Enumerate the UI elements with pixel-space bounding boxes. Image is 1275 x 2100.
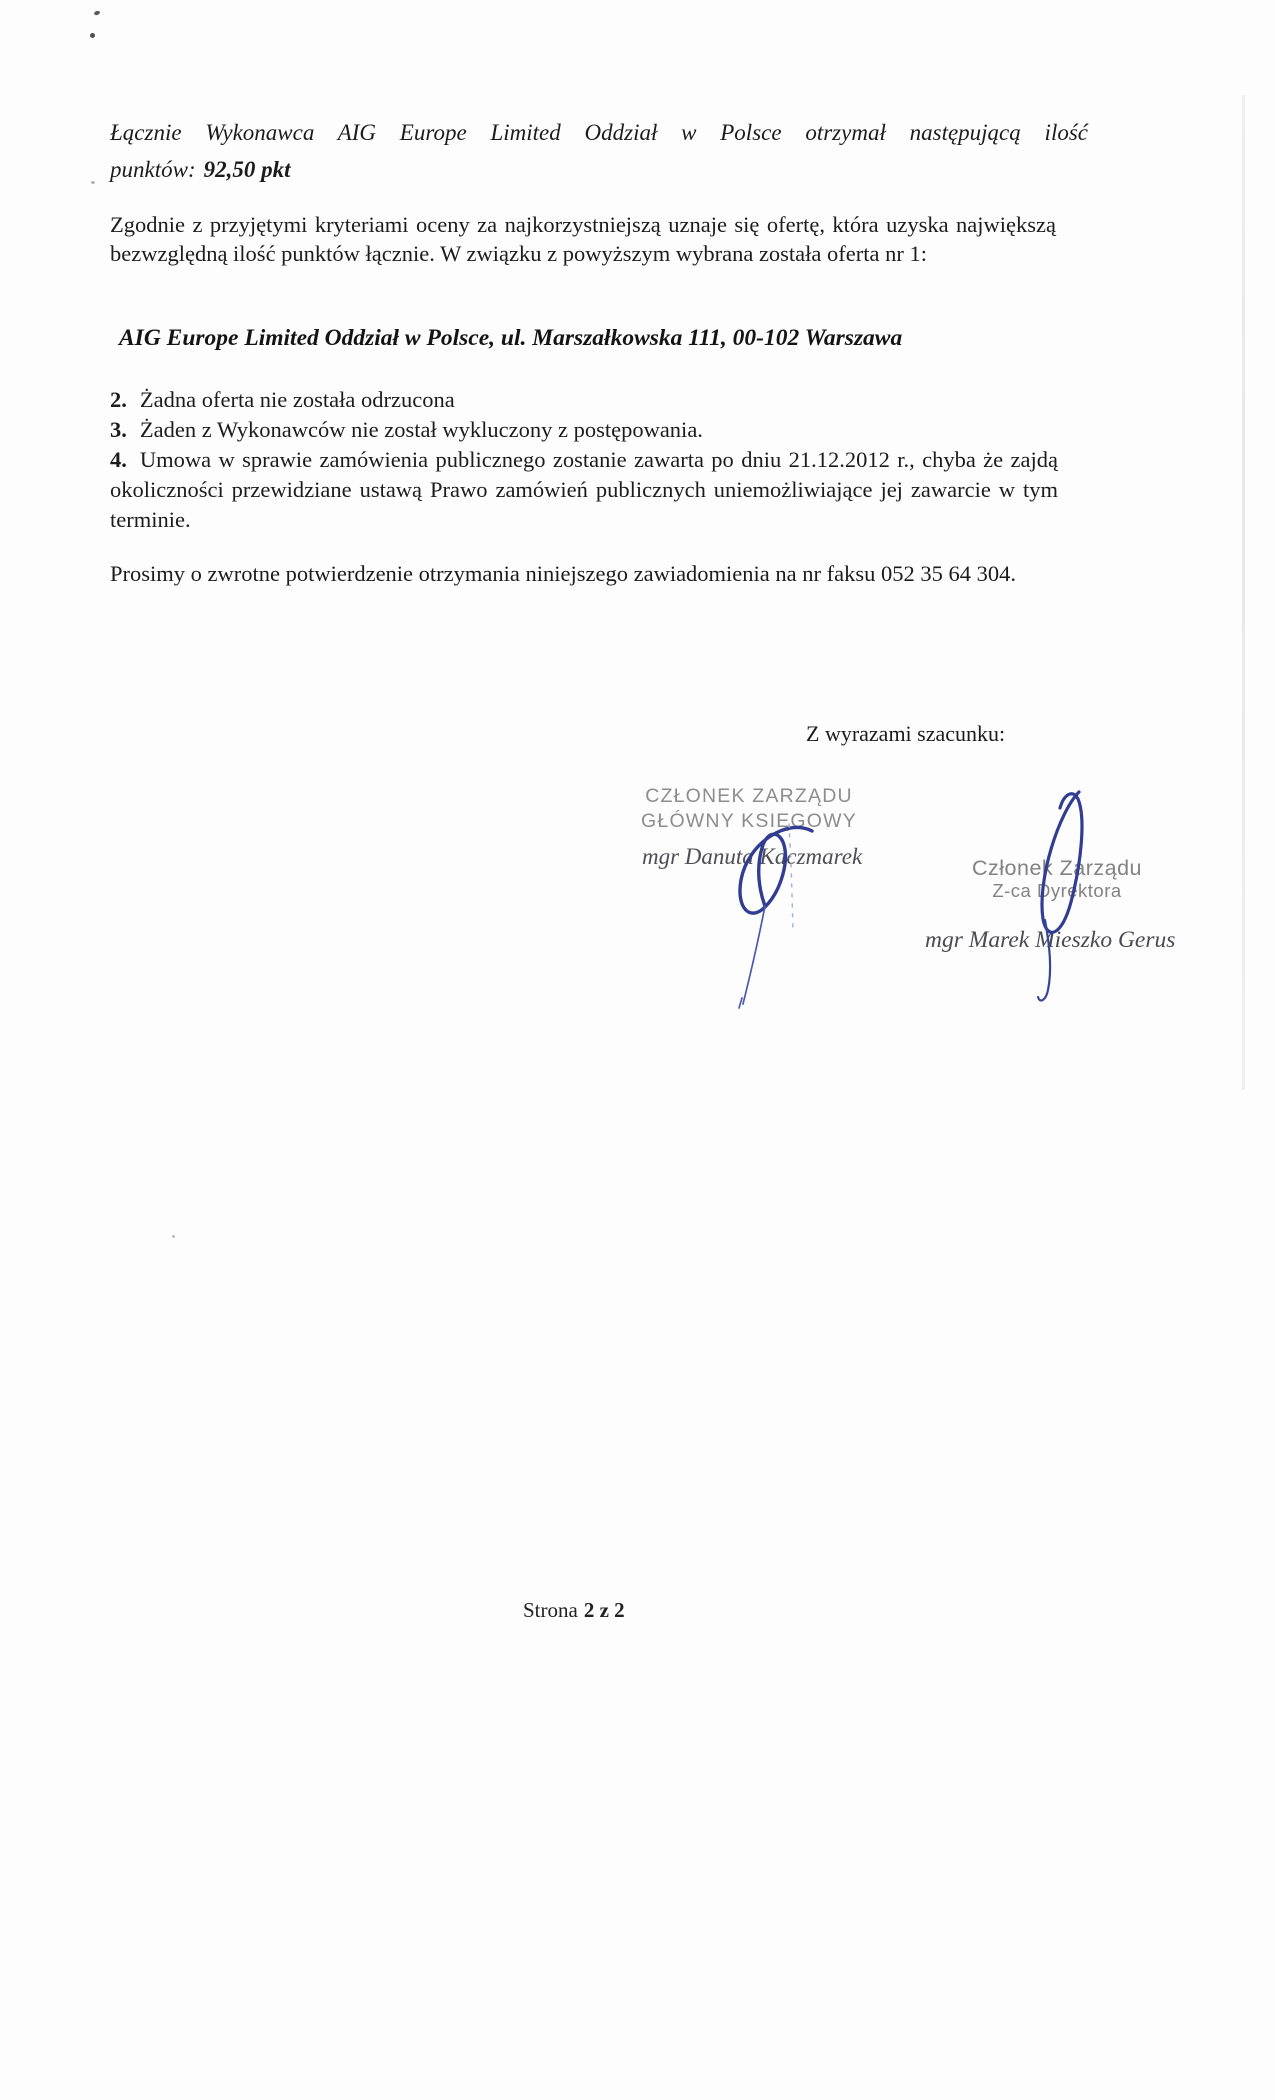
stamp-right-signatory xyxy=(953,856,1161,901)
stamp-right-title-line2: Z-ca Dyrektora xyxy=(992,880,1122,901)
points-summary-line1: Łącznie Wykonawca AIG Europe Limited Oddział w Polsce otrzymał następującą ilość xyxy=(110,120,1088,145)
winning-bidder-line: AIG Europe Limited Oddział w Polsce, ul. Marszałkowska 111, 00-102 Warszawa xyxy=(119,325,903,351)
scan-speck xyxy=(90,33,95,38)
list-item-text: Żaden z Wykonawców nie został wykluczony z postępowania. xyxy=(139,417,703,442)
fax-confirmation-paragraph: Prosimy o zwrotne potwierdzenie otrzymania niniejszego zawiadomienia na nr faksu 052 35 64 304. xyxy=(110,561,1016,586)
scan-speck xyxy=(91,181,95,184)
footer-label: Strona xyxy=(523,1598,578,1622)
list-item-number: 4. xyxy=(110,447,127,472)
list-item-text: Żadna oferta nie została odrzucona xyxy=(139,387,455,412)
stamp-left-title-line2: GŁÓWNY KSIĘGOWY xyxy=(641,810,857,832)
footer-page-numbers: 2 z 2 xyxy=(583,1598,625,1622)
list-item xyxy=(110,385,1058,415)
stamp-right-title-line1: Członek Zarządu xyxy=(971,856,1143,880)
scan-speck xyxy=(172,1235,175,1238)
signoff-line: Z wyrazami szacunku: xyxy=(806,721,1006,746)
resolution-list xyxy=(110,385,1058,535)
signatory-left-name: mgr Danuta Kaczmarek xyxy=(642,844,863,869)
points-summary-prefix: punktów: xyxy=(110,157,196,182)
list-item-text: Umowa w sprawie zamówienia publicznego zostanie zawarta po dniu 21.12.2012 r., chyba że zajdą okoliczności przewidziane ustawą Prawo zamówień publicznych uniemożliwiające jej zawarcie w tym terminie. xyxy=(110,447,1058,532)
list-item xyxy=(110,415,1058,445)
stamp-left-signatory xyxy=(618,784,880,834)
points-summary-paragraph xyxy=(110,114,1088,188)
scan-edge-streak xyxy=(1242,95,1245,1090)
page-footer xyxy=(523,1598,625,1623)
selection-criteria-paragraph: Zgodnie z przyjętymi kryteriami oceny za najkorzystniejszą uznaje się ofertę, która uzyska największą bezwzględną ilość punktów łącznie. W związku z powyższym wybrana została oferta nr 1: xyxy=(110,212,1056,266)
points-summary-line2 xyxy=(110,151,1088,188)
scan-speck xyxy=(93,10,100,16)
list-item xyxy=(110,445,1058,535)
signatory-right-name: mgr Marek Mieszko Gerus xyxy=(925,927,1176,953)
list-item-number: 2. xyxy=(110,387,127,412)
list-item-number: 3. xyxy=(110,417,127,442)
points-value: 92,50 pkt xyxy=(203,157,291,182)
stamp-left-title-line1: CZŁONEK ZARZĄDU xyxy=(645,785,853,807)
